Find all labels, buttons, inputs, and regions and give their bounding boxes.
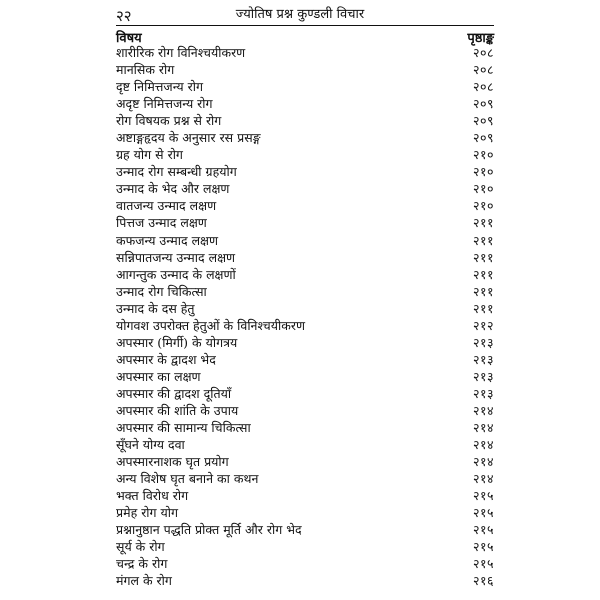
entry-page-number: २०८ — [472, 62, 494, 78]
entry-title: अदृष्ट निमित्तजन्य रोग — [116, 96, 213, 112]
contents-entry — [116, 300, 494, 317]
entry-title: उन्माद के भेद और लक्षण — [116, 181, 230, 197]
entry-page-number: २१५ — [472, 522, 494, 538]
entry-title: भक्त विरोध रोग — [116, 488, 189, 504]
contents-entry — [116, 232, 494, 249]
entry-page-number: २१५ — [472, 505, 494, 521]
entry-title: प्रमेह रोग योग — [116, 505, 179, 521]
entry-page-number: २१५ — [472, 539, 494, 555]
contents-entry — [116, 521, 494, 538]
entry-title: रोग विषयक प्रश्न से रोग — [116, 113, 222, 129]
contents-entry — [116, 402, 494, 419]
contents-entry — [116, 419, 494, 436]
contents-entry — [116, 61, 494, 78]
entry-title: पित्तज उन्माद लक्षण — [116, 215, 207, 231]
entry-page-number: २११ — [472, 283, 494, 299]
entry-page-number: २१५ — [472, 488, 494, 504]
entry-title: चन्द्र के रोग — [116, 556, 168, 572]
entry-title: शारीरिक रोग विनिश्चयीकरण — [116, 45, 246, 60]
entry-page-number: २०८ — [472, 79, 494, 95]
entry-page-number: २१० — [472, 147, 494, 163]
entry-page-number: २१३ — [472, 385, 494, 401]
entry-title: सूर्य के रोग — [116, 539, 165, 555]
contents-entry — [116, 453, 494, 470]
entry-page-number: २१४ — [472, 471, 494, 487]
entry-title: कफजन्य उन्माद लक्षण — [116, 232, 219, 248]
entry-title: वातजन्य उन्माद लक्षण — [116, 198, 217, 214]
entry-page-number: २१२ — [472, 317, 494, 333]
entry-page-number: २१० — [472, 164, 494, 180]
entry-page-number: २१३ — [472, 368, 494, 384]
contents-entry — [116, 470, 494, 487]
entry-title: ग्रह योग से रोग — [116, 147, 183, 163]
entry-page-number: २११ — [472, 266, 494, 282]
contents-entry — [116, 146, 494, 163]
contents-entry — [116, 180, 494, 197]
contents-entry — [116, 351, 494, 368]
contents-entry — [116, 555, 494, 572]
entry-title: प्रश्नानुष्ठान पद्धति प्रोक्त मूर्ति और रोग भेद — [116, 522, 302, 538]
entry-title: अष्टाङ्गहृदय के अनुसार रस प्रसङ्ग — [116, 130, 261, 146]
entry-page-number: २१० — [472, 181, 494, 197]
contents-entry — [116, 163, 494, 180]
entry-title: दृष्ट निमित्तजन्य रोग — [116, 79, 204, 95]
entry-title: उन्माद रोग चिकित्सा — [116, 283, 207, 299]
contents-entry — [116, 197, 494, 214]
contents-entry — [116, 266, 494, 283]
page-header — [0, 3, 600, 25]
entry-title: उन्माद रोग सम्बन्धी ग्रहयोग — [116, 164, 237, 180]
entry-page-number: २१४ — [472, 437, 494, 453]
entry-page-number: २१३ — [472, 351, 494, 367]
subject-column-header: विषय — [116, 31, 142, 46]
contents-entry — [116, 368, 494, 385]
entry-title: अपस्मार (मिर्गी) के योगत्रय — [116, 334, 238, 350]
header-divider — [116, 25, 494, 26]
entry-title: उन्माद के दस हेतु — [116, 300, 195, 316]
entry-title: अपस्मार की द्वादश दूतियाँ — [116, 385, 232, 401]
entry-title: अपस्मार की शांति के उपाय — [116, 402, 239, 418]
contents-entry — [116, 334, 494, 351]
contents-list — [116, 44, 494, 590]
contents-entry — [116, 317, 494, 334]
contents-entry — [116, 249, 494, 266]
entry-page-number: २१४ — [472, 402, 494, 418]
contents-entry — [116, 487, 494, 504]
contents-entry — [116, 214, 494, 231]
entry-page-number: २१६ — [472, 573, 494, 589]
contents-entry — [116, 112, 494, 129]
entry-page-number: २११ — [472, 215, 494, 231]
entry-title: अपस्मारनाशक घृत प्रयोग — [116, 454, 229, 470]
book-title: ज्योतिष प्रश्न कुण्डली विचार — [235, 7, 365, 22]
entry-page-number: २११ — [472, 232, 494, 248]
entry-page-number: २०९ — [472, 130, 494, 146]
contents-entry — [116, 78, 494, 95]
contents-entry — [116, 129, 494, 146]
entry-title: सन्निपातजन्य उन्माद लक्षण — [116, 249, 236, 265]
entry-title: मानसिक रोग — [116, 62, 175, 78]
entry-title: अपस्मार के द्वादश भेद — [116, 351, 216, 367]
entry-title: अपस्मार का लक्षण — [116, 368, 201, 384]
page-column-header: पृष्ठाङ्क — [467, 31, 494, 46]
contents-entry — [116, 436, 494, 453]
entry-page-number: २११ — [472, 249, 494, 265]
entry-page-number: २१५ — [472, 556, 494, 572]
contents-entry — [116, 385, 494, 402]
entry-title: सूँघने योग्य दवा — [116, 437, 185, 453]
entry-page-number: २११ — [472, 300, 494, 316]
contents-entry — [116, 504, 494, 521]
page-number: २२ — [116, 7, 132, 25]
contents-entry — [116, 44, 494, 61]
entry-title: आगन्तुक उन्माद के लक्षणों — [116, 266, 236, 282]
contents-entry — [116, 283, 494, 300]
entry-page-number: २०९ — [472, 96, 494, 112]
entry-title: अपस्मार की सामान्य चिकित्सा — [116, 420, 251, 436]
entry-page-number: २१० — [472, 198, 494, 214]
contents-entry — [116, 95, 494, 112]
entry-title: अन्य विशेष घृत बनाने का कथन — [116, 471, 259, 487]
entry-title: योगवश उपरोक्त हेतुओं के विनिश्चयीकरण — [116, 317, 305, 333]
entry-page-number: २१४ — [472, 454, 494, 470]
entry-page-number: २०८ — [472, 45, 494, 60]
entry-page-number: २१४ — [472, 420, 494, 436]
entry-page-number: २०९ — [472, 113, 494, 129]
entry-page-number: २१३ — [472, 334, 494, 350]
entry-title: मंगल के रोग — [116, 573, 172, 589]
contents-entry — [116, 572, 494, 589]
contents-entry — [116, 538, 494, 555]
